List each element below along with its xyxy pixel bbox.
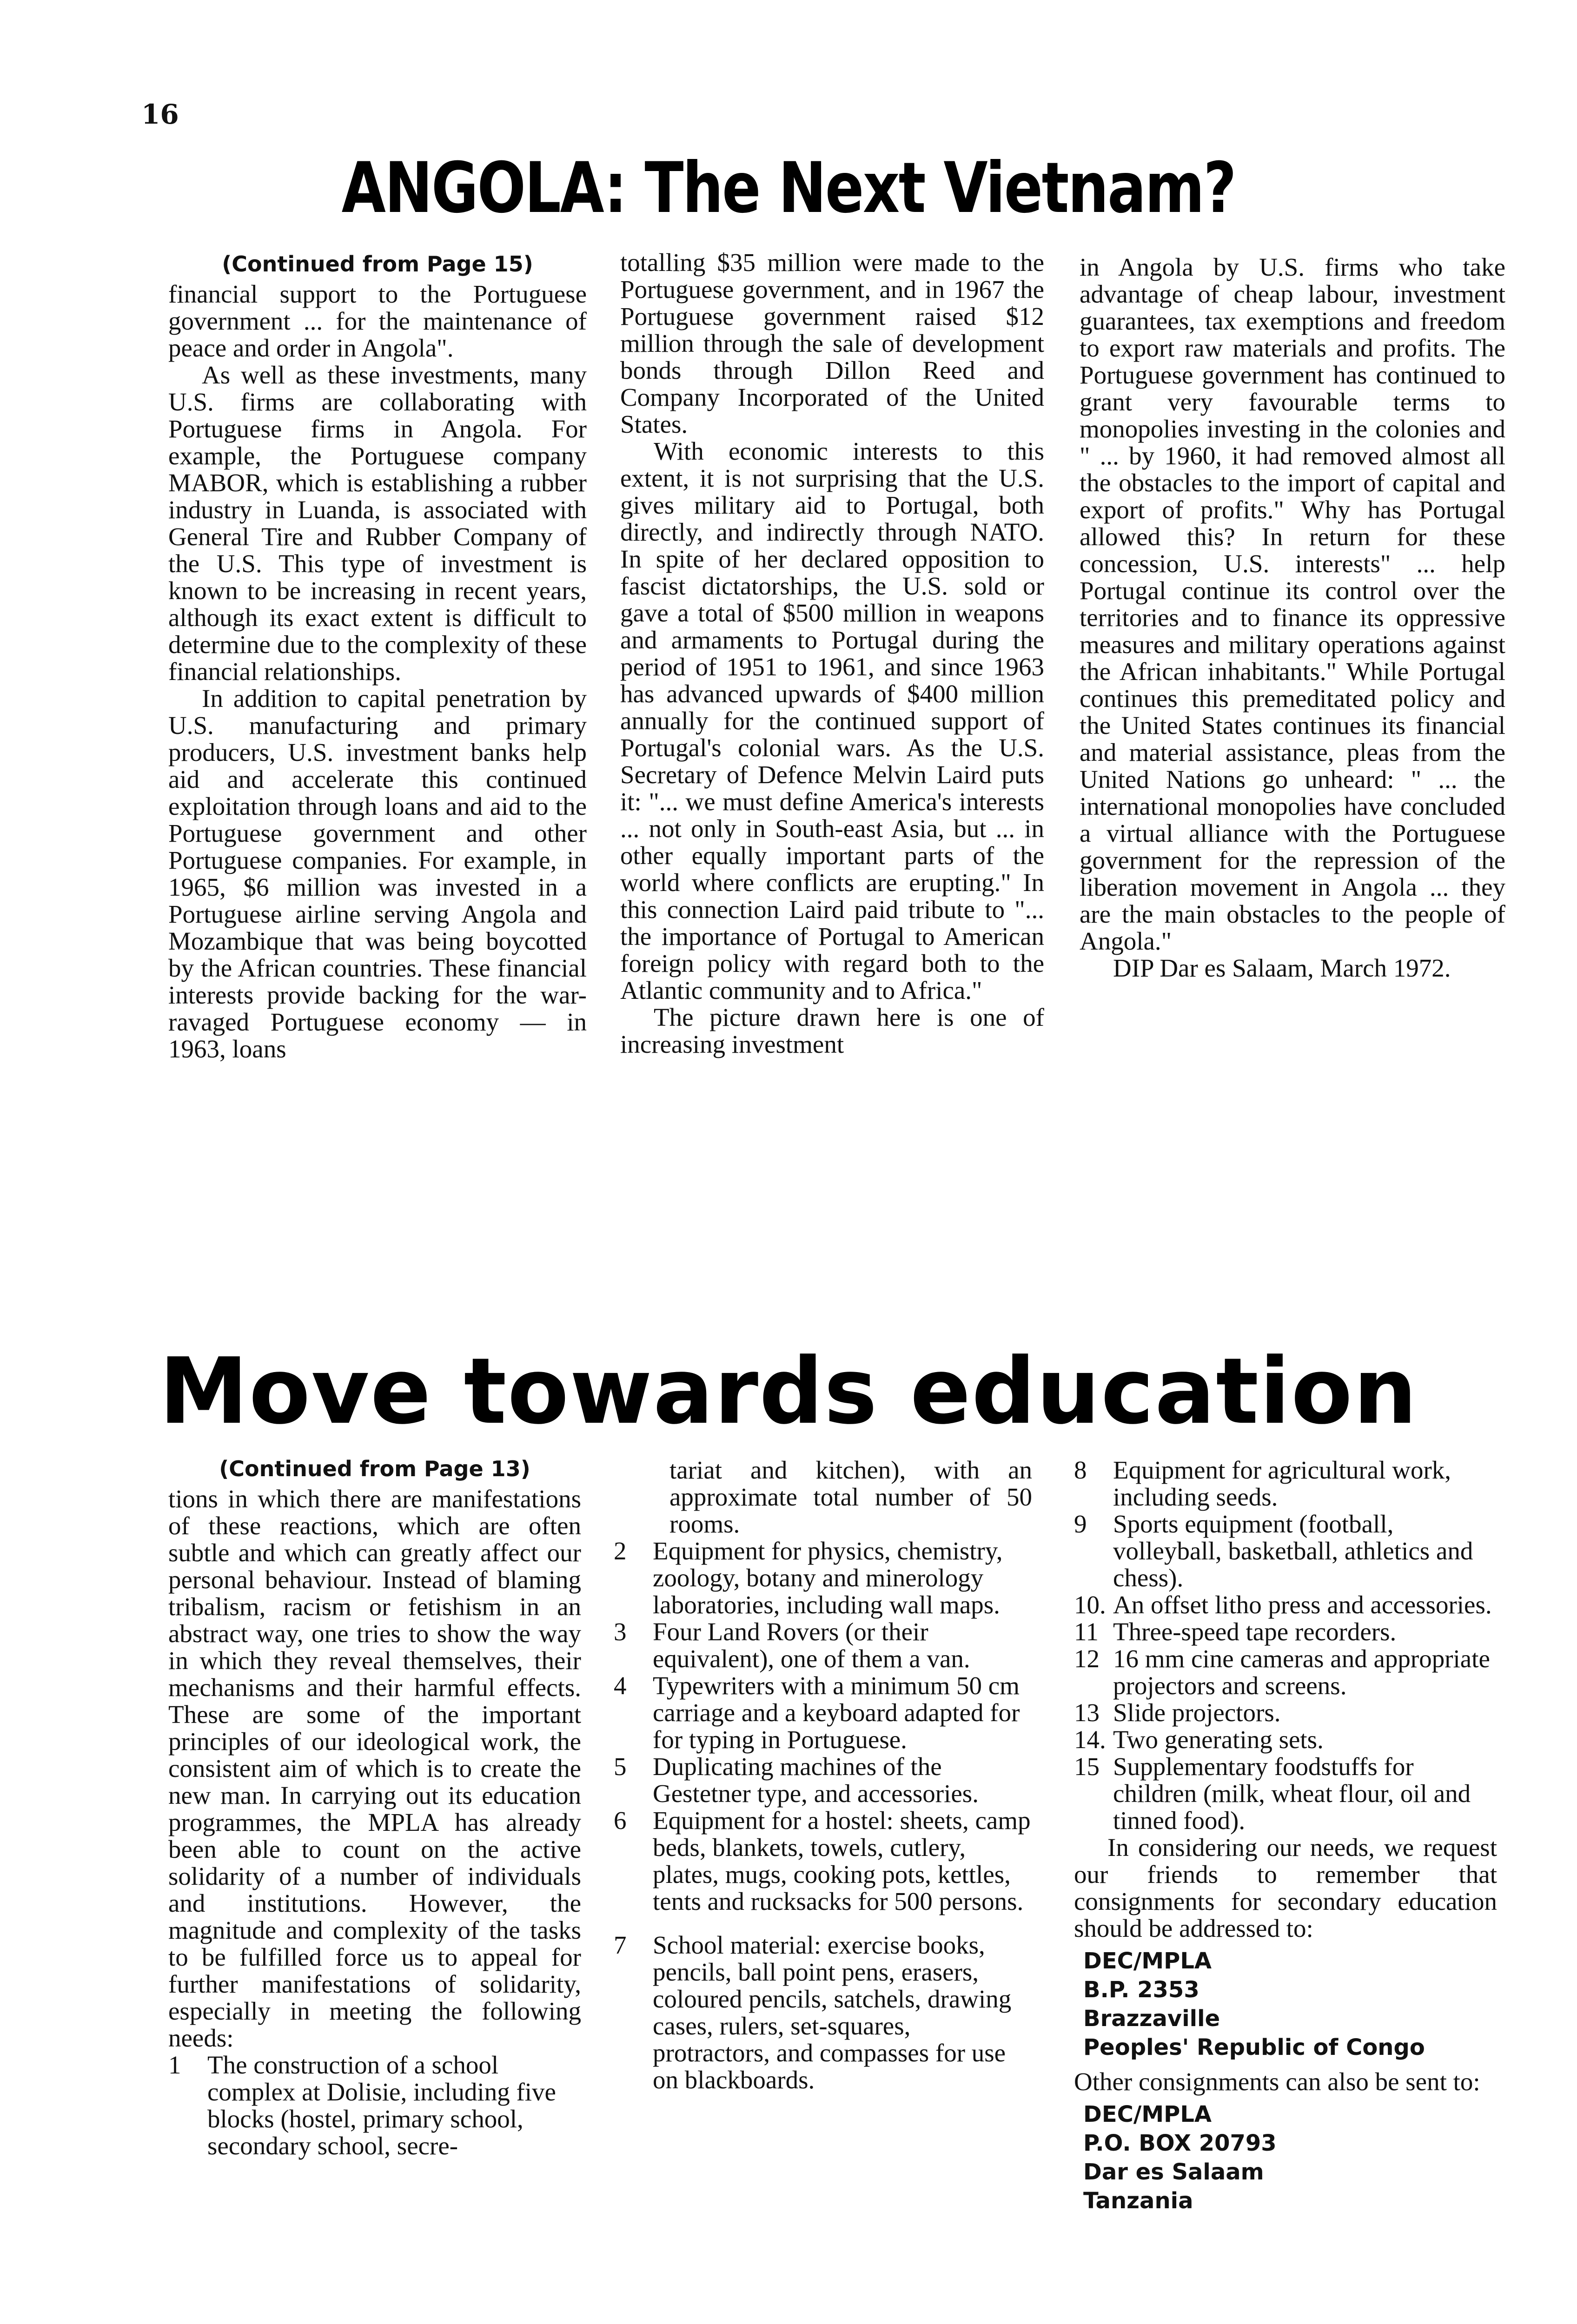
article2-column-3 xyxy=(1074,1457,1497,2222)
list-item-number: 12 xyxy=(1074,1644,1100,1673)
list-item-number: 5 xyxy=(614,1752,627,1781)
article1-column-3 xyxy=(1080,254,1505,982)
list-item xyxy=(1074,1699,1497,1726)
article1-column-2 xyxy=(620,249,1044,1058)
article1-headline: ANGOLA: The Next Vietnam? xyxy=(341,148,1236,229)
list-item-text: Slide projectors. xyxy=(1113,1698,1281,1727)
article1-paragraph: financial support to the Portuguese government ... for the maintenance of peace and order in Angola". xyxy=(168,280,587,362)
list-item-text: Sports equipment (football, volleyball, basketball, athletics and chess). xyxy=(1113,1510,1473,1592)
address-line: DEC/MPLA xyxy=(1083,2101,1212,2127)
list-item-text: Duplicating machines of the Gestetner type, and accessories. xyxy=(653,1752,979,1808)
address-line: Peoples' Republic of Congo xyxy=(1083,2034,1425,2060)
list-item-number: 8 xyxy=(1074,1456,1087,1484)
article1-signoff: DIP Dar es Salaam, March 1972. xyxy=(1113,954,1451,982)
address-line: DEC/MPLA xyxy=(1083,1948,1212,1974)
article2-headline: Move towards education xyxy=(159,1339,1418,1445)
list-item xyxy=(168,2052,581,2159)
list-item-number: 4 xyxy=(614,1671,627,1700)
list-item xyxy=(1074,1618,1497,1645)
list-item-text: Four Land Rovers (or their equivalent), one of them a van. xyxy=(653,1618,970,1673)
list-item xyxy=(1074,1511,1497,1591)
list-item-text: 16 mm cine cameras and appropriate projectors and screens. xyxy=(1113,1644,1490,1700)
list-item-text: The construction of a school complex at Dolisie, including five blocks (hostel, primary school, secondary school, secre- xyxy=(207,2051,556,2160)
article2-paragraph: tariat and kitchen), with an approximate total number of 50 rooms. xyxy=(669,1456,1032,1538)
list-item-text: Equipment for a hostel: sheets, camp beds, blankets, towels, cutlery, plates, mugs, cooking pots, kettles, tents and rucksacks for 500 persons. xyxy=(653,1806,1031,1915)
list-item-text: Equipment for agricultural work, including seeds. xyxy=(1113,1456,1451,1511)
address-line: P.O. BOX 20793 xyxy=(1083,2130,1277,2156)
list-item-number: 6 xyxy=(614,1806,627,1835)
article1-paragraph: As well as these investments, many U.S. firms are collaborating with Portuguese firms in Angola. For example, the Portuguese company MABOR, which is establishing a rubber industry in Luanda, is associated with General Tire and Rubber Company of the U.S. This type of investment is known to be increasing in recent years, although its exact extent is difficult to determine due to the complexity of these financial relationships. xyxy=(168,361,587,686)
list-item-number: 9 xyxy=(1074,1510,1087,1538)
list-item-number: 3 xyxy=(614,1618,627,1646)
article1-paragraph: totalling $35 million were made to the Portuguese government, and in 1967 the Portuguese government raised $12 million through the sale of development bonds through Dillon Reed and Company Incorporated of the United States. xyxy=(620,248,1044,438)
page-number: 16 xyxy=(141,99,179,130)
list-item-text: Supplementary foodstuffs for children (milk, wheat flour, oil and tinned food). xyxy=(1113,1752,1471,1835)
list-item-number: 13 xyxy=(1074,1698,1100,1727)
article2-continued-note: (Continued from Page 13) xyxy=(219,1456,530,1481)
list-item-number: 14. xyxy=(1074,1725,1106,1754)
article2-paragraph: Other consignments can also be sent to: xyxy=(1074,2067,1480,2096)
list-item xyxy=(614,1753,1032,1807)
article2-column-2 xyxy=(614,1457,1032,2093)
list-item-number: 11 xyxy=(1074,1618,1099,1646)
list-item-number: 15 xyxy=(1074,1752,1100,1781)
needs-list xyxy=(614,1538,1032,2093)
list-item-number: 2 xyxy=(614,1537,627,1565)
list-item xyxy=(614,1538,1032,1618)
address-line: Dar es Salaam xyxy=(1083,2159,1264,2185)
address-brazzaville xyxy=(1083,1947,1497,2062)
list-item xyxy=(1074,1753,1497,1834)
article1-paragraph: With economic interests to this extent, it is not surprising that the U.S. gives military aid to Portugal, both directly, and indirectly through NATO. In spite of her declared opposition to fascist dictatorships, the U.S. sold or gave a total of $500 million in weapons and armaments to Portugal during the period of 1951 to 1961, and since 1963 has advanced upwards of $400 million annually for the continued support of Portugal's colonial wars. As the U.S. Secretary of Defence Melvin Laird puts it: "... we must define America's interests ... not only in South-east Asia, but ... in other equally important parts of the world where conflicts are erupting." In this connection Laird paid tribute to "... the importance of Portugal to American foreign policy with regard both to the Atlantic community and to Africa." xyxy=(620,437,1044,1004)
needs-list xyxy=(1074,1457,1497,1834)
list-item-number: 7 xyxy=(614,1931,627,1959)
list-item-text: An offset litho press and accessories. xyxy=(1113,1591,1492,1619)
list-item xyxy=(614,1672,1032,1753)
article1-column-1 xyxy=(168,249,587,1063)
article2-paragraph: In considering our needs, we request our friends to remember that consignments for secondary education should be addressed to: xyxy=(1074,1833,1497,1942)
article1-paragraph: in Angola by U.S. firms who take advantage of cheap labour, investment guarantees, tax exemptions and freedom to export raw materials and profits. The Portuguese government has continued to grant very favourable terms to monopolies investing in the colonies and " ... by 1960, it had removed almost all the obstacles to the import of capital and export of profits." Why has Portugal allowed this? In return for these concession, U.S. interests" ... help Portugal continue its control over the territories and to finance its oppressive measures and military operations against the African inhabitants." While Portugal continues this premeditated policy and the United States continues its financial and material assistance, pleas from the United Nations go unheard: " ... the international monopolies have concluded a virtual alliance with the Portuguese government for the repression of the liberation movement in Angola ... they are the main obstacles to the people of Angola." xyxy=(1080,253,1505,955)
address-line: B.P. 2353 xyxy=(1083,1977,1199,2003)
list-spacer xyxy=(614,1915,1032,1932)
list-item-number: 10. xyxy=(1074,1591,1106,1619)
article2-column-1 xyxy=(168,1454,581,2159)
needs-list xyxy=(168,2052,581,2159)
list-item-number: 1 xyxy=(168,2051,181,2079)
address-line: Tanzania xyxy=(1083,2188,1193,2214)
list-item xyxy=(614,1807,1032,1915)
article2-paragraph: tions in which there are manifestations of these reactions, which are often subtle and which can greatly affect our personal behaviour. Instead of blaming tribalism, racism or fetishism in an abstract way, one tries to show the way in which they reveal themselves, their mechanisms and their harmful effects. These are some of the important principles of our ideological work, the consistent aim of which is to create the new man. In carrying out its education programmes, the MPLA has already been able to count on the active solidarity of a number of individuals and institutions. However, the magnitude and complexity of the tasks to be fulfilled force us to appeal for further manifestations of solidarity, especially in meeting the following needs: xyxy=(168,1485,581,2052)
list-item xyxy=(1074,1591,1497,1618)
list-item-text: Typewriters with a minimum 50 cm carriage and a keyboard adapted for for typing in Portuguese. xyxy=(653,1671,1020,1754)
list-item xyxy=(1074,1726,1497,1753)
list-item xyxy=(1074,1457,1497,1511)
article1-paragraph: The picture drawn here is one of increasing investment xyxy=(620,1003,1044,1058)
article1-continued-note: (Continued from Page 15) xyxy=(222,251,533,277)
address-dar-es-salaam xyxy=(1083,2100,1497,2215)
list-item-text: Equipment for physics, chemistry, zoology, botany and minerology laboratories, including wall maps. xyxy=(653,1537,1003,1619)
list-item-text: School material: exercise books, pencils, ball point pens, erasers, coloured pencils, satchels, drawing cases, rulers, set-squares, protractors, and compasses for use on blackboards. xyxy=(653,1931,1012,2094)
list-item xyxy=(614,1932,1032,2093)
article1-paragraph: In addition to capital penetration by U.S. manufacturing and primary producers, U.S. investment banks help aid and accelerate this continued exploitation through loans and aid to the Portuguese government and other Portuguese companies. For example, in 1965, $6 million was invested in a Portuguese airline serving Angola and Mozambique that was being boycotted by the African countries. These financial interests provide backing for the war-ravaged Portuguese economy — in 1963, loans xyxy=(168,684,587,1063)
list-item xyxy=(1074,1645,1497,1699)
address-line: Brazzaville xyxy=(1083,2006,1220,2032)
list-item-text: Three-speed tape recorders. xyxy=(1113,1618,1397,1646)
list-item xyxy=(614,1618,1032,1672)
list-item-text: Two generating sets. xyxy=(1113,1725,1324,1754)
